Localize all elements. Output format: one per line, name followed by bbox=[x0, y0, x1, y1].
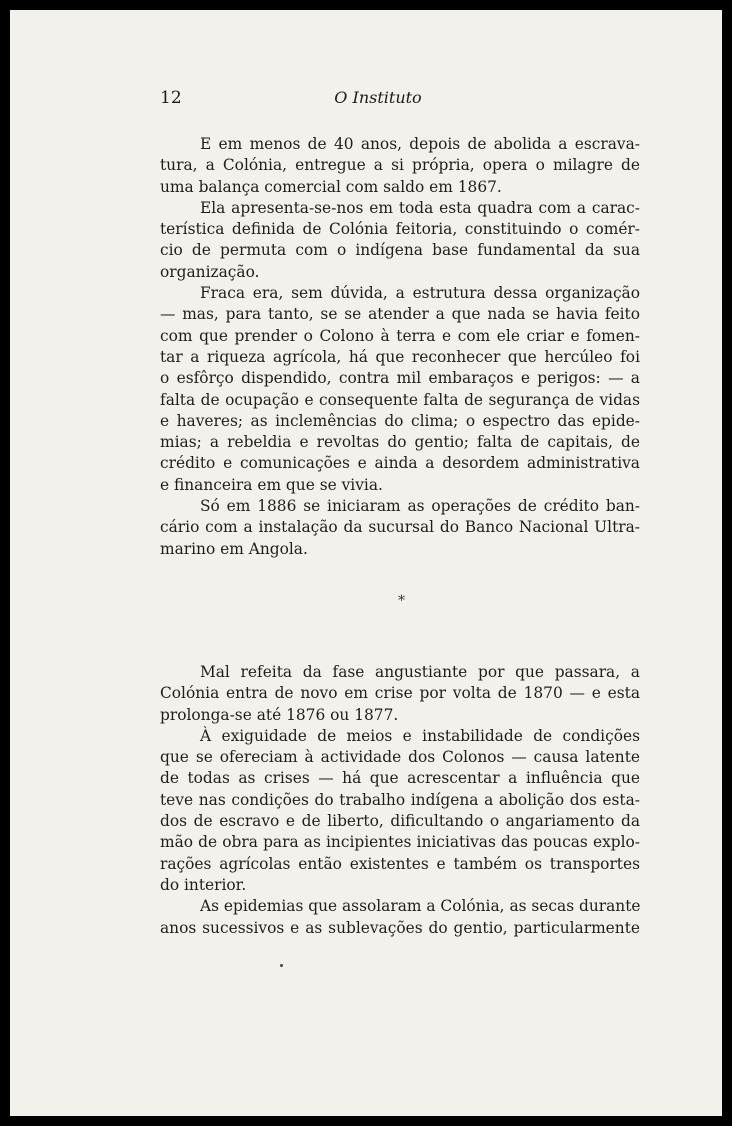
running-head bbox=[10, 88, 722, 112]
paragraph bbox=[160, 896, 640, 939]
text-block-top bbox=[160, 134, 640, 560]
paragraph bbox=[160, 198, 640, 283]
paragraph bbox=[160, 662, 640, 726]
text-line: rações agrícolas então existentes e também os transportes bbox=[160, 854, 640, 873]
text-block-bottom bbox=[160, 662, 640, 939]
paragraph bbox=[160, 496, 640, 560]
body-text bbox=[160, 134, 640, 939]
print-speck bbox=[280, 964, 283, 967]
text-line: o esfôrço dispendido, contra mil embaraços e perigos: — a bbox=[160, 369, 640, 388]
text-line: E em menos de 40 anos, depois de abolida a escrava- bbox=[200, 135, 640, 153]
text-line: organização. bbox=[160, 262, 260, 281]
paragraph bbox=[160, 283, 640, 496]
journal-title: O Instituto bbox=[334, 88, 422, 107]
separator-asterisk: * bbox=[398, 592, 405, 609]
text-line: do interior. bbox=[160, 875, 247, 894]
section-separator bbox=[160, 560, 640, 662]
text-line: que se ofereciam à actividade dos Colonos — causa latente bbox=[160, 748, 640, 767]
text-line: Mal refeita da fase angustiante por que passara, a bbox=[200, 662, 640, 681]
text-line: e haveres; as inclemências do clima; o espectro das epide- bbox=[160, 411, 640, 430]
page-number: 12 bbox=[160, 88, 182, 108]
text-line: de todas as crises — há que acrescentar a influência que bbox=[160, 769, 640, 788]
text-line: e financeira em que se vivia. bbox=[160, 475, 383, 494]
paragraph bbox=[160, 726, 640, 896]
text-line: mias; a rebeldia e revoltas do gentio; falta de capitais, de bbox=[160, 433, 640, 452]
text-line: À exiguidade de meios e instabilidade de condições bbox=[200, 726, 640, 745]
text-line: tar a riqueza agrícola, há que reconhecer que hercúleo foi bbox=[160, 347, 640, 366]
text-line: mão de obra para as incipientes iniciativas das poucas explo- bbox=[160, 833, 640, 852]
book-page bbox=[10, 10, 722, 1116]
text-line: — mas, para tanto, se se atender a que nada se havia feito bbox=[160, 305, 640, 324]
text-line: anos sucessivos e as sublevações do gentio, particularmente bbox=[160, 918, 640, 937]
text-line: falta de ocupação e consequente falta de segurança de vidas bbox=[160, 390, 640, 409]
text-line: As epidemias que assolaram a Colónia, as secas durante bbox=[200, 897, 641, 916]
text-line: Só em 1886 se iniciaram as operações de crédito ban- bbox=[200, 497, 640, 516]
text-line: Fraca era, sem dúvida, a estrutura dessa organização bbox=[200, 284, 640, 303]
text-line: terística definida de Colónia feitoria, constituindo o comér- bbox=[160, 220, 640, 239]
text-line: dos de escravo e de liberto, dificultando o angariamento da bbox=[160, 812, 640, 831]
text-line: teve nas condições do trabalho indígena a abolição dos esta- bbox=[160, 790, 640, 809]
paragraph bbox=[160, 134, 640, 198]
text-line: marino em Angola. bbox=[160, 539, 308, 558]
text-line: cio de permuta com o indígena base fundamental da sua bbox=[160, 241, 640, 260]
text-line: uma balança comercial com saldo em 1867. bbox=[160, 177, 502, 196]
text-line: prolonga-se até 1876 ou 1877. bbox=[160, 705, 399, 724]
text-line: cário com a instalação da sucursal do Banco Nacional Ultra- bbox=[160, 518, 640, 537]
text-line: Colónia entra de novo em crise por volta de 1870 — e esta bbox=[160, 684, 640, 703]
text-line: com que prender o Colono à terra e com ele criar e fomen- bbox=[160, 326, 640, 345]
text-line: crédito e comunicações e ainda a desordem administrativa bbox=[160, 454, 640, 473]
text-line: Ela apresenta-se-nos em toda esta quadra com a carac- bbox=[200, 198, 640, 217]
text-line: tura, a Colónia, entregue a si própria, opera o milagre de bbox=[160, 156, 640, 175]
